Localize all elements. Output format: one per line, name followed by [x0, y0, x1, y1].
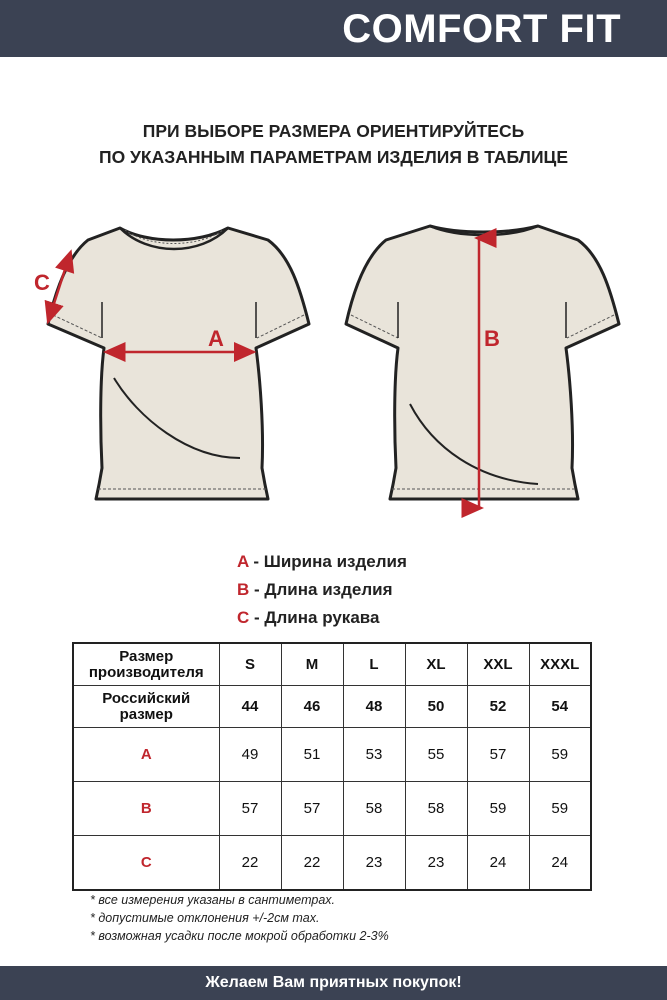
table-row-measure-c	[73, 836, 591, 891]
instruction-line-1: ПРИ ВЫБОРЕ РАЗМЕРА ОРИЕНТИРУЙТЕСЬ	[142, 121, 525, 141]
footer-bar: Желаем Вам приятных покупок!	[0, 966, 667, 1000]
size-cell: XL	[405, 643, 467, 686]
table-cell: 49	[219, 728, 281, 782]
measure-b-label: B	[484, 326, 500, 351]
size-table	[72, 642, 592, 891]
footnote: * возможная усадки после мокрой обработки 2-3%	[90, 929, 389, 943]
back-tshirt-diagram	[338, 218, 630, 518]
instruction-line-2: ПО УКАЗАННЫМ ПАРАМЕТРАМ ИЗДЕЛИЯ В ТАБЛИЦЕ	[98, 147, 568, 167]
front-tshirt-diagram	[28, 218, 320, 518]
table-cell: 24	[529, 836, 591, 891]
table-cell: 59	[467, 782, 529, 836]
legend-item-c: C - Длина рукава	[237, 608, 380, 627]
table-cell: 59	[529, 728, 591, 782]
table-cell: 55	[405, 728, 467, 782]
footnote: * все измерения указаны в сантиметрах.	[90, 893, 336, 907]
russian-size-cell: 50	[405, 686, 467, 728]
table-cell: 59	[529, 782, 591, 836]
table-cell: 23	[343, 836, 405, 891]
table-cell: 22	[219, 836, 281, 891]
size-cell: M	[281, 643, 343, 686]
size-cell: XXXL	[529, 643, 591, 686]
size-cell: XXL	[467, 643, 529, 686]
header-title: COMFORT FIT	[342, 7, 621, 51]
table-row-manufacturer-size	[73, 643, 591, 686]
legend-item-b: B - Длина изделия	[237, 580, 393, 599]
table-cell: 51	[281, 728, 343, 782]
table-cell: 58	[405, 782, 467, 836]
header-bar	[0, 0, 667, 57]
measure-a-row-label: A	[73, 728, 219, 782]
measure-c-label: C	[34, 270, 50, 295]
table-cell: 22	[281, 836, 343, 891]
table-cell: 23	[405, 836, 467, 891]
table-cell: 53	[343, 728, 405, 782]
table-cell: 57	[219, 782, 281, 836]
measure-b-row-label: B	[73, 782, 219, 836]
russian-size-cell: 52	[467, 686, 529, 728]
russian-size-cell: 48	[343, 686, 405, 728]
table-cell: 58	[343, 782, 405, 836]
russian-size-label: Российский размер	[73, 686, 219, 728]
table-cell: 57	[281, 782, 343, 836]
table-row-measure-a	[73, 728, 591, 782]
measure-c-row-label: C	[73, 836, 219, 891]
back-shirt-outline	[346, 226, 619, 499]
footnotes	[90, 892, 389, 946]
measure-a-label: A	[208, 326, 224, 351]
russian-size-cell: 44	[219, 686, 281, 728]
russian-size-cell: 46	[281, 686, 343, 728]
table-cell: 57	[467, 728, 529, 782]
footnote: * допустимые отклонения +/-2см max.	[90, 911, 320, 925]
manufacturer-size-label: Размер производителя	[73, 643, 219, 686]
front-shirt-outline	[48, 228, 309, 499]
size-cell: L	[343, 643, 405, 686]
table-row-russian-size	[73, 686, 591, 728]
measurement-legend	[237, 549, 407, 633]
table-row-measure-b	[73, 782, 591, 836]
russian-size-cell: 54	[529, 686, 591, 728]
table-cell: 24	[467, 836, 529, 891]
legend-item-a: A - Ширина изделия	[237, 552, 407, 571]
size-cell: S	[219, 643, 281, 686]
